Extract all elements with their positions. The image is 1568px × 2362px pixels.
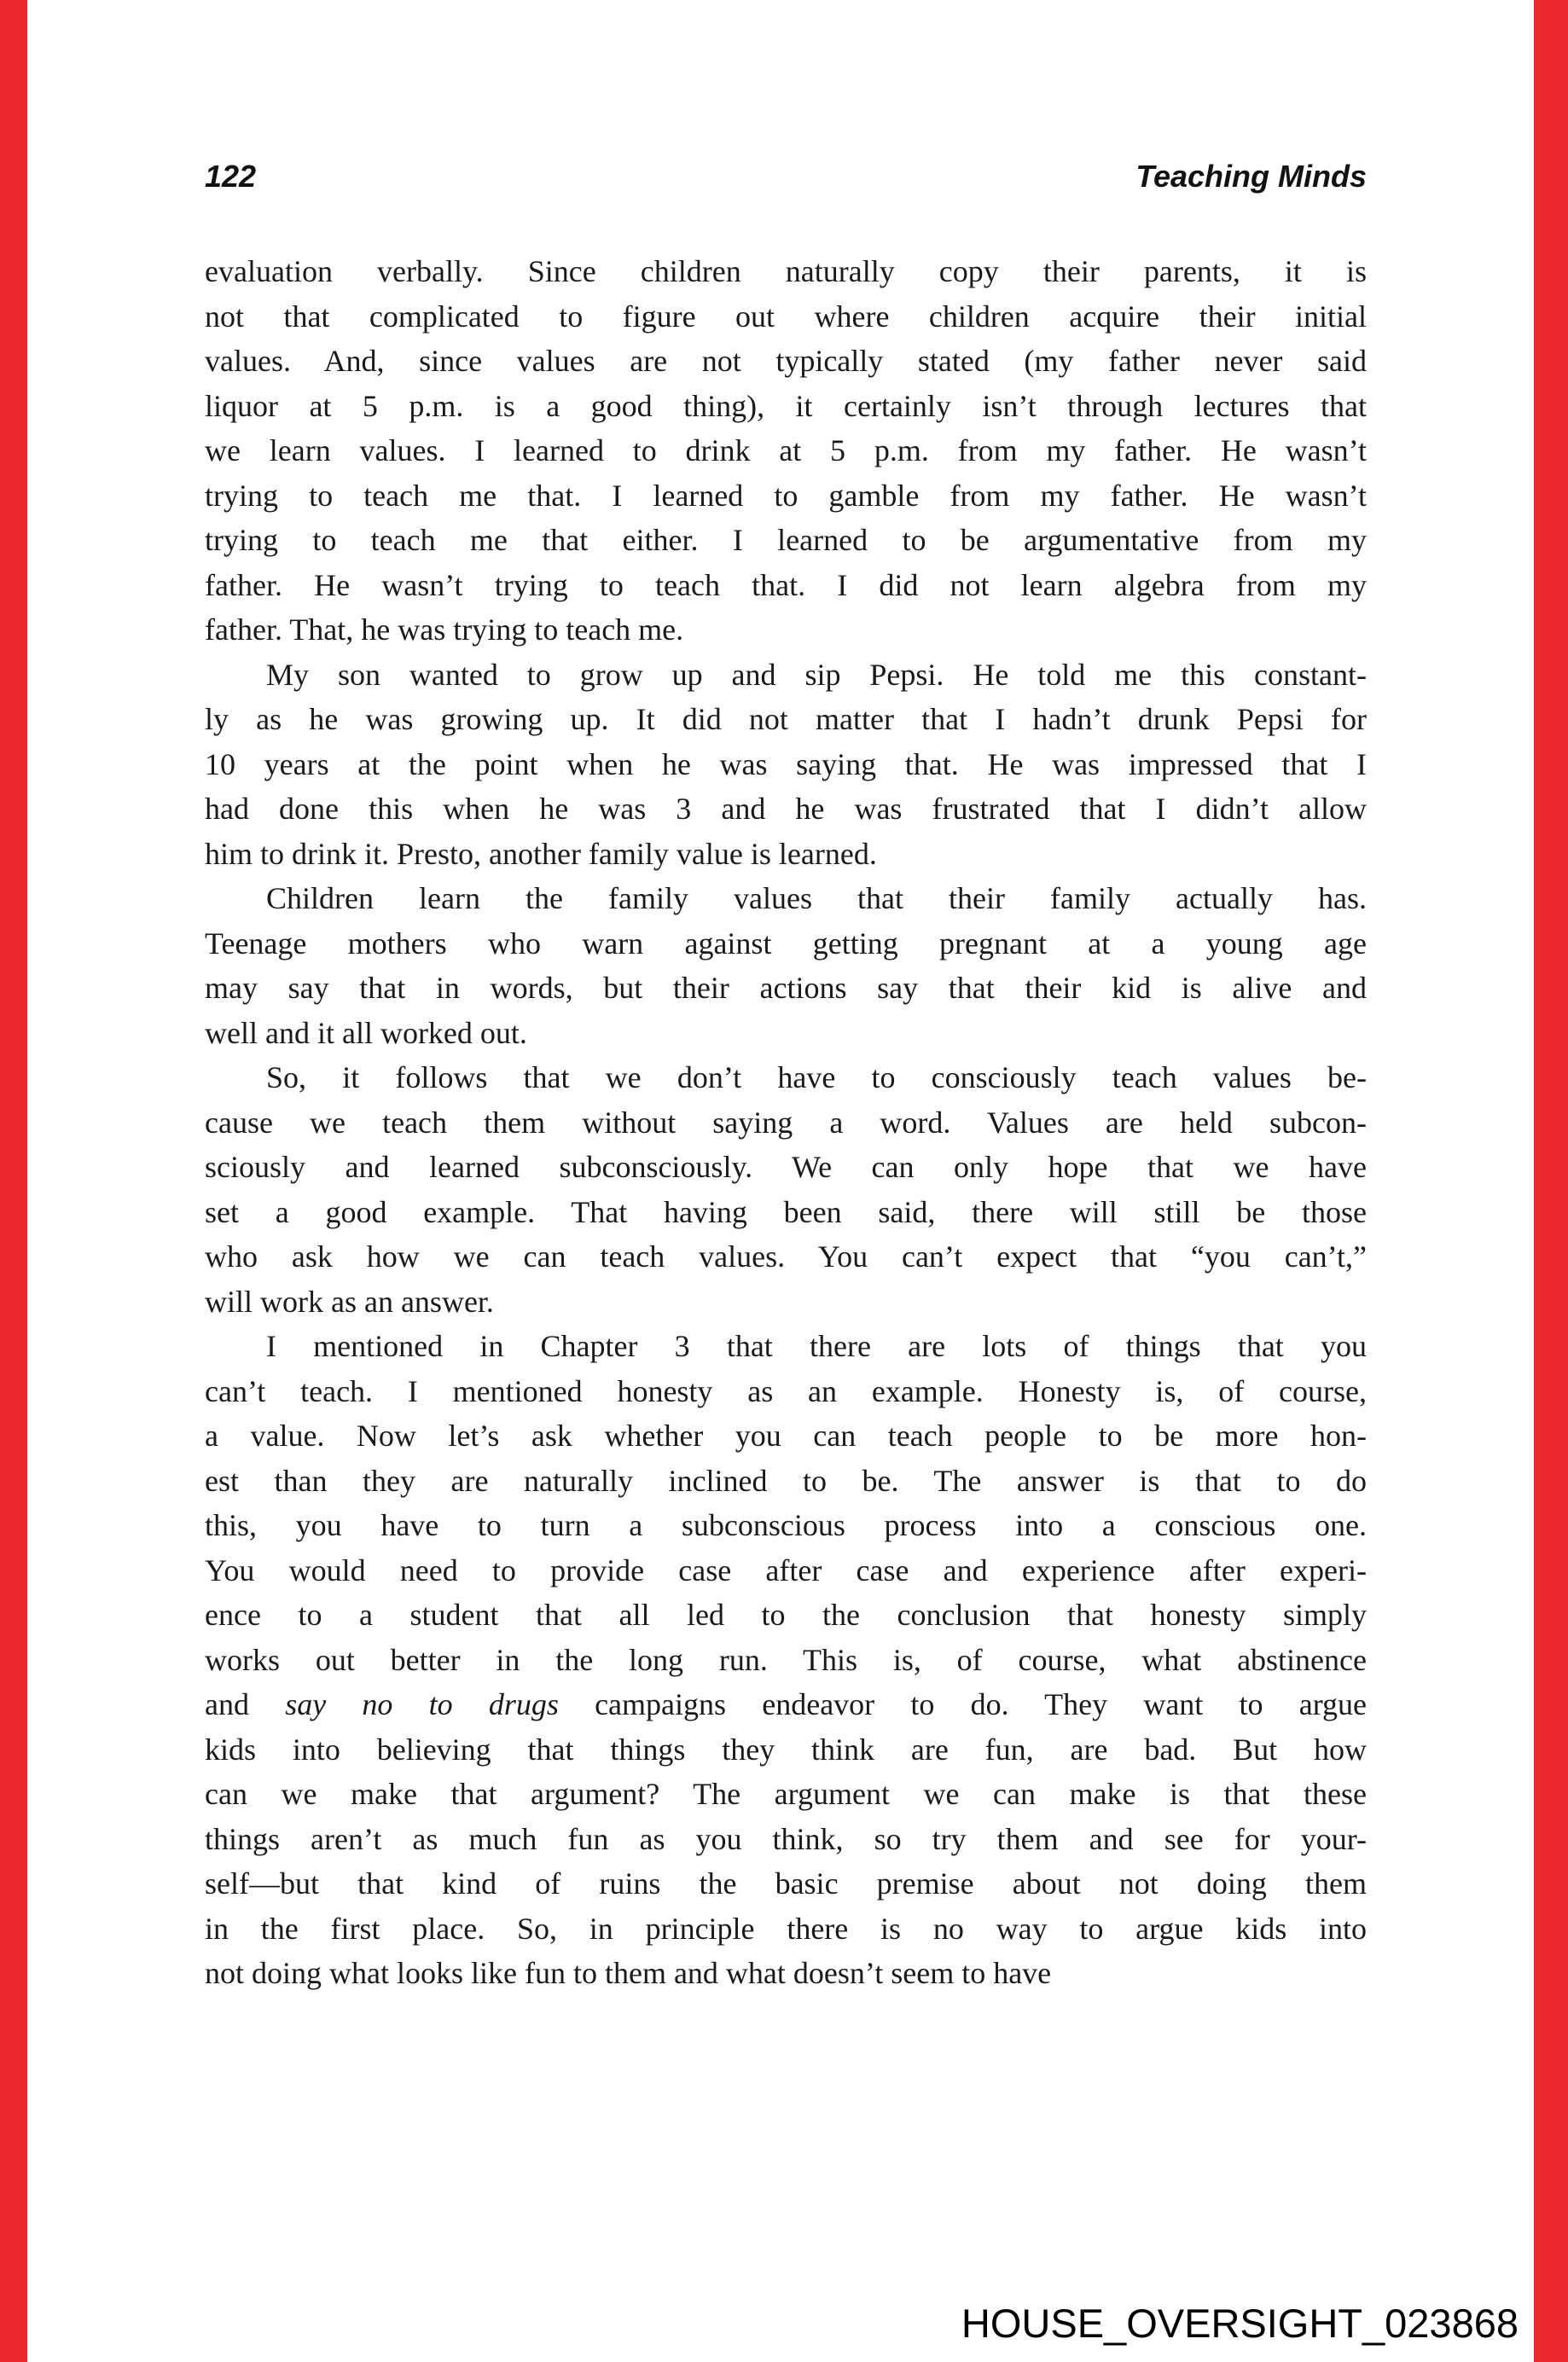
text-line: So, it follows that we don’t have to consciously teach values be- [266, 1060, 1367, 1094]
text-line: had done this when he was 3 and he was frustrated that I didn’t allow [205, 792, 1367, 826]
text-line: may say that in words, but their actions say that their kid is alive and [205, 971, 1367, 1005]
text-line: Teenage mothers who warn against getting pregnant at a young age [205, 926, 1367, 960]
text-line: not that complicated to figure out where children acquire their initial [205, 299, 1367, 334]
text-line: who ask how we can teach values. You can’t expect that “you can’t,” [205, 1239, 1367, 1274]
text-line: we learn values. I learned to drink at 5 p.m. from my father. He wasn’t [205, 433, 1367, 467]
text-line: est than they are naturally inclined to be. The answer is that to do [205, 1463, 1367, 1498]
text-line: not doing what looks like fun to them and what doesn’t seem to have [205, 1956, 1052, 1990]
text-line: in the first place. So, in principle there is no way to argue kids into [205, 1911, 1367, 1946]
paragraph [205, 1055, 1367, 1324]
text-line: will work as an answer. [205, 1284, 494, 1319]
text-line: father. He wasn’t trying to teach that. I did not learn algebra from my [205, 567, 1367, 602]
text-line: can’t teach. I mentioned honesty as an example. Honesty is, of course, [205, 1373, 1367, 1408]
paragraph [205, 876, 1367, 1055]
book-title: Teaching Minds [1135, 159, 1367, 194]
text-line: cause we teach them without saying a word. Values are held subcon- [205, 1105, 1367, 1140]
text-line: My son wanted to grow up and sip Pepsi. He told me this constant- [266, 657, 1367, 692]
text-line: I mentioned in Chapter 3 that there are lots of things that you [266, 1329, 1367, 1363]
text-line: this, you have to turn a subconscious process into a conscious one. [205, 1508, 1367, 1542]
paragraph [205, 1324, 1367, 1996]
right-red-edge-band [1534, 0, 1568, 2362]
text-line: sciously and learned subconsciously. We can only hope that we have [205, 1150, 1367, 1184]
text-line: values. And, since values are not typically stated (my father never said [205, 344, 1367, 378]
text-line: evaluation verbally. Since children naturally copy their parents, it is [205, 254, 1367, 288]
text-line: trying to teach me that either. I learned to be argumentative from my [205, 523, 1367, 557]
text-line: and say no to drugs campaigns endeavor to do. They want to argue [205, 1687, 1368, 1721]
text-line: set a good example. That having been said, there will still be those [205, 1194, 1367, 1229]
text-line: kids into believing that things they think are fun, are bad. But how [205, 1732, 1367, 1767]
text-line: a value. Now let’s ask whether you can teach people to be more hon- [205, 1419, 1367, 1453]
text-line: Children learn the family values that their family actually has. [266, 881, 1367, 915]
text-line: ly as he was growing up. It did not matter that I hadn’t drunk Pepsi for [205, 702, 1367, 736]
text-line: 10 years at the point when he was saying that. He was impressed that I [205, 746, 1367, 781]
text-line: him to drink it. Presto, another family value is learned. [205, 836, 877, 871]
text-line: works out better in the long run. This is, of course, what abstinence [205, 1642, 1367, 1677]
text-line: can we make that argument? The argument we can make is that these [205, 1777, 1367, 1811]
text-line: well and it all worked out. [205, 1015, 527, 1050]
text-line: things aren’t as much fun as you think, so try them and see for your- [205, 1821, 1367, 1856]
left-red-edge-band [0, 0, 27, 2362]
text-line: self—but that kind of ruins the basic premise about not doing them [205, 1866, 1367, 1901]
text-line: liquor at 5 p.m. is a good thing), it certainly isn’t through lectures that [205, 388, 1367, 423]
paragraph [205, 653, 1367, 877]
text-line: You would need to provide case after case and experience after experi- [205, 1552, 1367, 1587]
text-line: father. That, he was trying to teach me. [205, 612, 684, 647]
page-number: 122 [205, 159, 257, 194]
text-block [205, 249, 1367, 1996]
paragraph [205, 249, 1367, 653]
text-line: ence to a student that all led to the conclusion that honesty simply [205, 1598, 1367, 1632]
text-line: trying to teach me that. I learned to gamble from my father. He wasn’t [205, 478, 1367, 513]
watermark-stamp: HOUSE_OVERSIGHT_023868 [950, 2300, 1519, 2347]
running-head [205, 159, 1367, 194]
